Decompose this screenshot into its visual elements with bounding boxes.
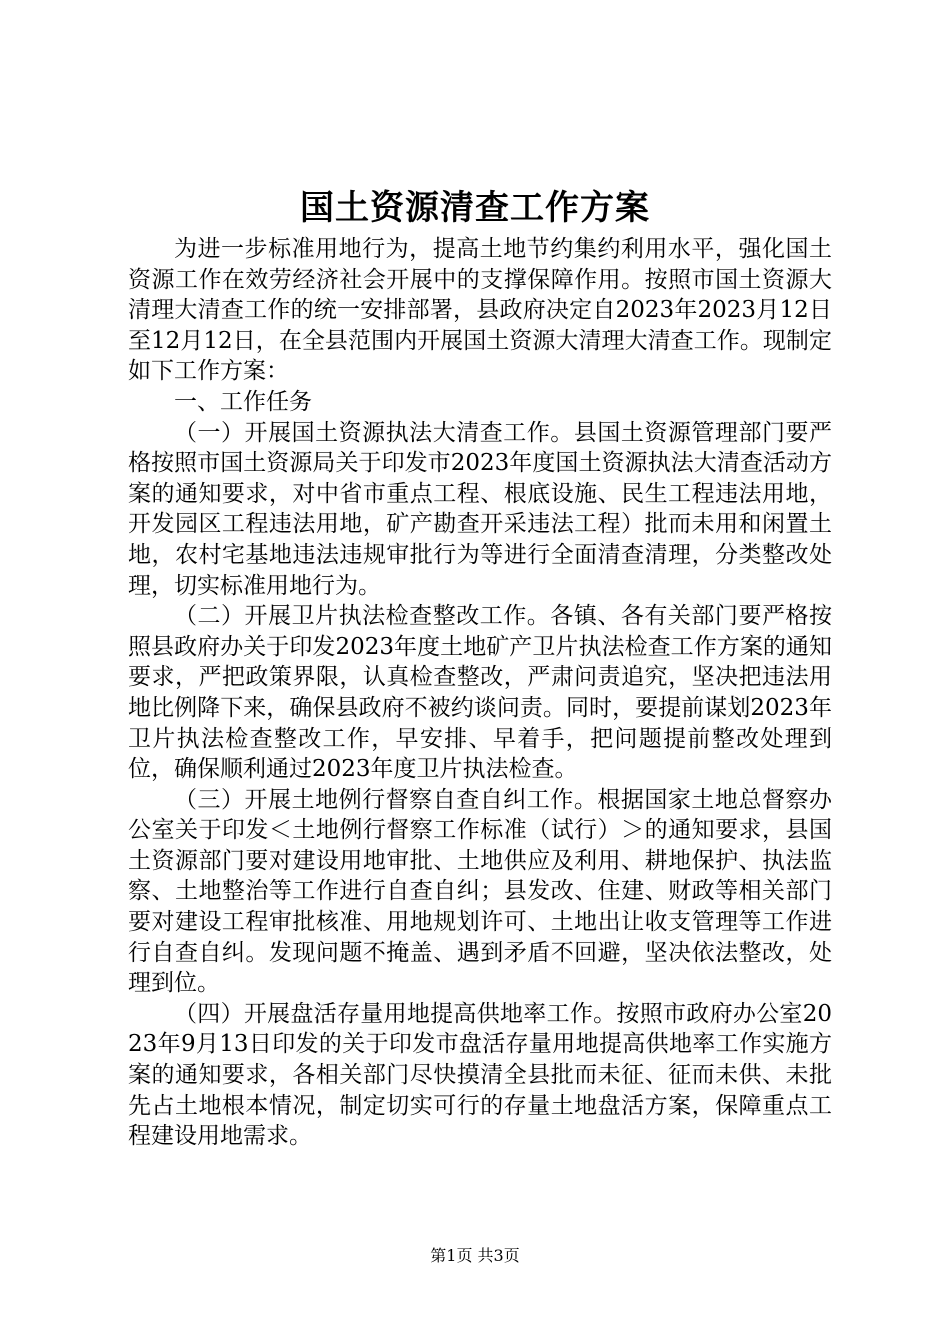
task-item-3: （三）开展土地例行督察自查自纠工作。根据国家土地总督察办公室关于印发＜土地例行督察工作标准（试行）＞的通知要求，县国土资源部门要对建设用地审批、土地供应及利用、耕地保护、执法监察、土地整治等工作进行自查自纠；县发改、住建、财政等相关部门要对建设工程审批核准、用地规划许可、土地出让收支管理等工作进行自查自纠。发现问题不掩盖、遇到矛盾不回避，坚决依法整改，处理到位。 [128, 786, 832, 997]
task-item-2: （二）开展卫片执法检查整改工作。各镇、各有关部门要严格按照县政府办关于印发2023年度土地矿产卫片执法检查工作方案的通知要求，严把政策界限，认真检查整改，严肃问责追究，坚决把违法用地比例降下来，确保县政府不被约谈问责。同时，要提前谋划2023年卫片执法检查整改工作，早安排、早着手，把问题提前整改处理到位，确保顺利通过2023年度卫片执法检查。 [128, 603, 832, 783]
document-title: 国土资源清查工作方案 [300, 188, 650, 228]
section-heading: 一、工作任务 [174, 388, 312, 415]
document-body [128, 234, 832, 1152]
intro-paragraph: 为进一步标准用地行为，提高土地节约集约利用水平，强化国土资源工作在效劳经济社会开展中的支撑保障作用。按照市国土资源大清理大清查工作的统一安排部署，县政府决定自2023年2023月12日至12月12日，在全县范围内开展国土资源大清理大清查工作。现制定如下工作方案： [128, 236, 832, 385]
page-footer: 第1页 共3页 [430, 1246, 520, 1265]
task-item-4: （四）开展盘活存量用地提高供地率工作。按照市政府办公室2023年9月13日印发的关于印发市盘活存量用地提高供地率工作实施方案的通知要求，各相关部门尽快摸清全县批而未征、征而未供、未批先占土地根本情况，制定切实可行的存量土地盘活方案，保障重点工程建设用地需求。 [128, 1000, 832, 1150]
task-item-1: （一）开展国土资源执法大清查工作。县国土资源管理部门要严格按照市国土资源局关于印发市2023年度国土资源执法大清查活动方案的通知要求，对中省市重点工程、根底设施、民生工程违法用地，开发园区工程违法用地，矿产勘查开采违法工程）批而未用和闲置土地，农村宅基地违法违规审批行为等进行全面清查清理，分类整改处理，切实标准用地行为。 [128, 419, 832, 599]
